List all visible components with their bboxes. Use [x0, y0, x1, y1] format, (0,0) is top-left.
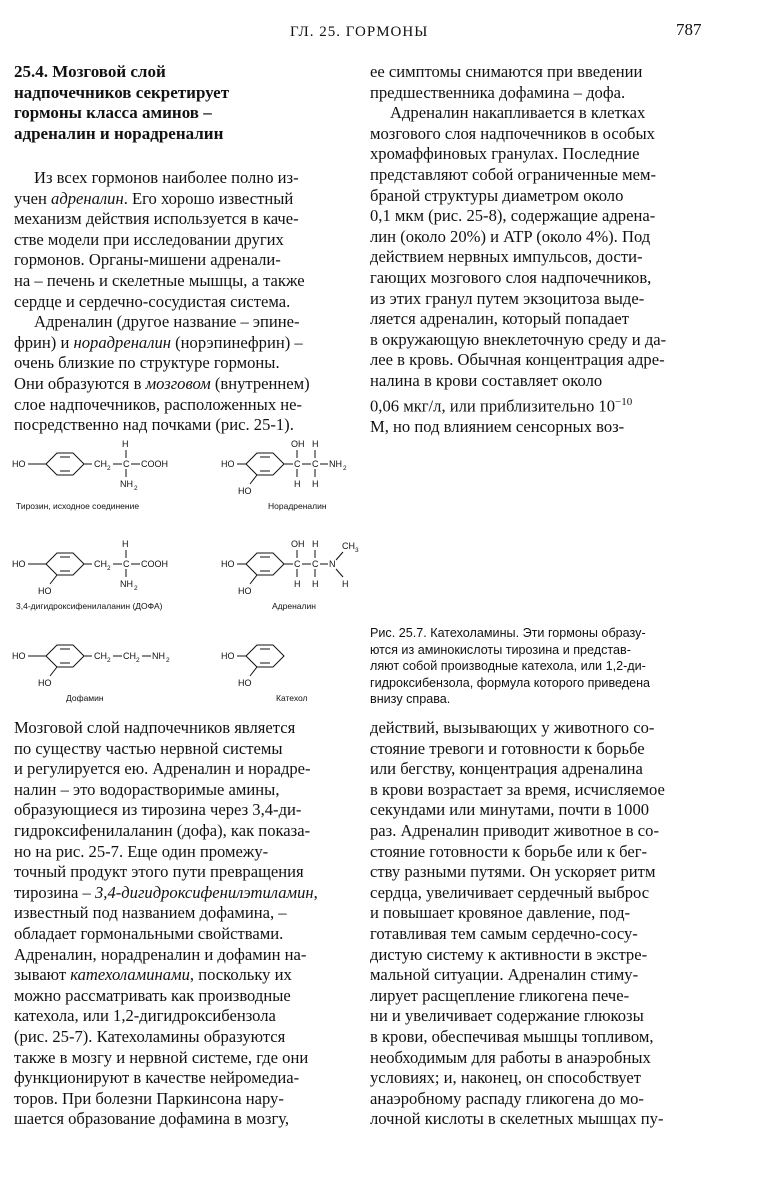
svg-text:N: N: [329, 559, 336, 569]
svg-text:COOH: COOH: [141, 559, 168, 569]
svg-text:2: 2: [343, 465, 347, 472]
svg-text:NH: NH: [120, 479, 133, 489]
catecholamines-figure: [10, 432, 360, 714]
label-catechol: Катехол: [276, 693, 308, 703]
svg-text:HO: HO: [221, 459, 235, 469]
svg-text:3: 3: [355, 547, 359, 554]
noradrenaline-structure: [221, 439, 347, 511]
svg-text:C: C: [294, 559, 301, 569]
svg-text:H: H: [342, 579, 349, 589]
paragraph: Из всех гормонов наиболее полно из- учен адреналин. Его хорошо известный механизм действия используется в каче- стве модели при исследовании других гормонов. Органы-мишени адренали- на – печень и скелетные мышцы, а также сердце и сердечно-сосудистая система.: [14, 168, 305, 311]
svg-text:C: C: [312, 459, 319, 469]
svg-text:2: 2: [134, 585, 138, 592]
svg-text:2: 2: [107, 465, 111, 472]
svg-text:H: H: [312, 479, 319, 489]
svg-text:HO: HO: [238, 586, 252, 596]
dopamine-structure: [12, 645, 170, 703]
svg-text:NH: NH: [152, 651, 165, 661]
svg-text:CH: CH: [94, 559, 107, 569]
svg-text:NH: NH: [329, 459, 342, 469]
svg-text:HO: HO: [38, 678, 52, 688]
right-column-bottom: [370, 718, 700, 1130]
svg-text:C: C: [123, 559, 130, 569]
label-dopamine: Дофамин: [66, 693, 104, 703]
paragraph: Мозговой слой надпочечников является по существу частью нервной системы и регулируется ею. Адреналин и норадре- налин – это водорастворимые амины, образующиеся из тирозина через 3,4-ди- гидроксифенилаланин (дофа), как показа- но на рис. 25-7. Еще один промежу- точный продукт этого пути превращения тирозина – 3,4-дигидроксифенилэтиламин, известный под названием дофамина, – обладает гормональными свойствами. Адреналин, норадреналин и дофамин на- зывают катехоламинами, поскольку их можно рассматривать как производные катехола, или 1,2-дигидроксибензола (рис. 25-7). Катехоламины образуются также в мозгу и нервной системе, где они функционируют в качестве нейромедиа- торов. При болезни Паркинсона нару- шается образование дофамина в мозгу,: [14, 718, 318, 1129]
left-column-bottom: [14, 718, 347, 1130]
paragraph: ее симптомы снимаются при введении предшественника дофамина – дофа.: [370, 62, 643, 102]
page-number: 787: [676, 20, 702, 39]
paragraph: Адреналин (другое название – эпине- фрин) и норадреналин (норэпинефрин) – очень близкие по структуре гормоны. Они образуются в мозговом (внутреннем) слое надпочечников, расположенных не- посредственно над почками (рис. 25-1).: [14, 312, 310, 435]
svg-text:C: C: [123, 459, 130, 469]
left-column-top: [14, 62, 347, 436]
svg-text:HO: HO: [221, 559, 235, 569]
tyrosine-structure: [12, 439, 168, 511]
figure-caption: Рис. 25.7. Катехоламины. Эти гормоны образу- ются из аминокислоты тирозина и представ- ляют собой производные катехола, или 1,2-ди- гидроксибензола, формула которого приведена внизу справа.: [370, 626, 651, 707]
svg-text:H: H: [122, 439, 129, 449]
svg-text:HO: HO: [238, 678, 252, 688]
svg-text:H: H: [312, 579, 319, 589]
svg-text:COOH: COOH: [141, 459, 168, 469]
adrenaline-structure: [221, 539, 359, 611]
catechol-structure: [221, 645, 308, 703]
label-noradrenaline: Норадреналин: [268, 501, 327, 511]
svg-text:CH: CH: [94, 459, 107, 469]
section-title: 25.4. Мозговой слой надпочечников секретирует гормоны класса аминов – адреналин и норадреналин: [14, 62, 230, 143]
svg-text:2: 2: [107, 565, 111, 572]
svg-text:2: 2: [134, 485, 138, 492]
label-adrenaline: Адреналин: [272, 601, 316, 611]
svg-text:CH: CH: [342, 541, 355, 551]
svg-text:HO: HO: [12, 559, 26, 569]
label-dopa: 3,4-дигидроксифенилаланин (ДОФА): [16, 601, 163, 611]
svg-text:HO: HO: [12, 651, 26, 661]
svg-text:C: C: [294, 459, 301, 469]
paragraph: действий, вызывающих у животного со- стояние тревоги и готовности к борьбе или бегству, концентрация адреналина в крови возрастает за время, исчисляемое секундами или минутами, почти в 1000 раз. Адреналин приводит животное в со- стояние готовности к борьбе или к бег- ству разными путями. Он ускоряет ритм сердца, увеличивает сердечный выброс и повышает кровяное давление, под- готавливая тем самым сердечно-сосу- дистую систему к активности в экстре- мальной ситуации. Адреналин стиму- лирует расщепление гликогена пече- ни и увеличивает содержание глюкозы в крови, обеспечивая мышцы топливом, необходимым для работы в анаэробных условиях; и, наконец, он способствует анаэробному распаду гликогена до мо- лочной кислоты в скелетных мышцах пу-: [370, 718, 665, 1129]
running-title: ГЛ. 25. ГОРМОНЫ: [290, 24, 429, 40]
svg-text:2: 2: [136, 657, 140, 664]
label-tyrosine: Тирозин, исходное соединение: [16, 501, 140, 511]
svg-text:HO: HO: [238, 486, 252, 496]
svg-text:HO: HO: [38, 586, 52, 596]
svg-text:H: H: [294, 479, 301, 489]
svg-text:CH: CH: [94, 651, 107, 661]
svg-text:H: H: [122, 539, 129, 549]
svg-text:NH: NH: [120, 579, 133, 589]
svg-text:2: 2: [107, 657, 111, 664]
svg-text:OH: OH: [291, 539, 305, 549]
svg-text:HO: HO: [221, 651, 235, 661]
svg-text:H: H: [312, 539, 319, 549]
svg-text:2: 2: [166, 657, 170, 664]
paragraph: Адреналин накапливается в клетках мозгового слоя надпочечников в особых хромаффиновых гранулах. Последние представляют собой ограниченные мем- браной структуры диаметром около 0,1 мкм (рис. 25-8), содержащие адрена- лин (около 20%) и ATP (около 4%). Под действием нервных импульсов, дости- гающих мозгового слоя надпочечников, из этих гранул путем экзоцитоза выде- ляется адреналин, который попадает в окружающую внеклеточную среду и да- лее в кровь. Обычная концентрация адре- налина в крови составляет около 0,06 мкг/л, или приблизительно $10^{-10}$ М, но под влиянием сенсорных воз-: [370, 103, 667, 436]
svg-text:OH: OH: [291, 439, 305, 449]
svg-text:H: H: [312, 439, 319, 449]
svg-text:HO: HO: [12, 459, 26, 469]
svg-text:CH: CH: [123, 651, 136, 661]
dopa-structure: [12, 539, 168, 611]
page-header: [0, 18, 778, 46]
right-column-top: [370, 62, 700, 437]
svg-text:H: H: [294, 579, 301, 589]
svg-text:C: C: [312, 559, 319, 569]
